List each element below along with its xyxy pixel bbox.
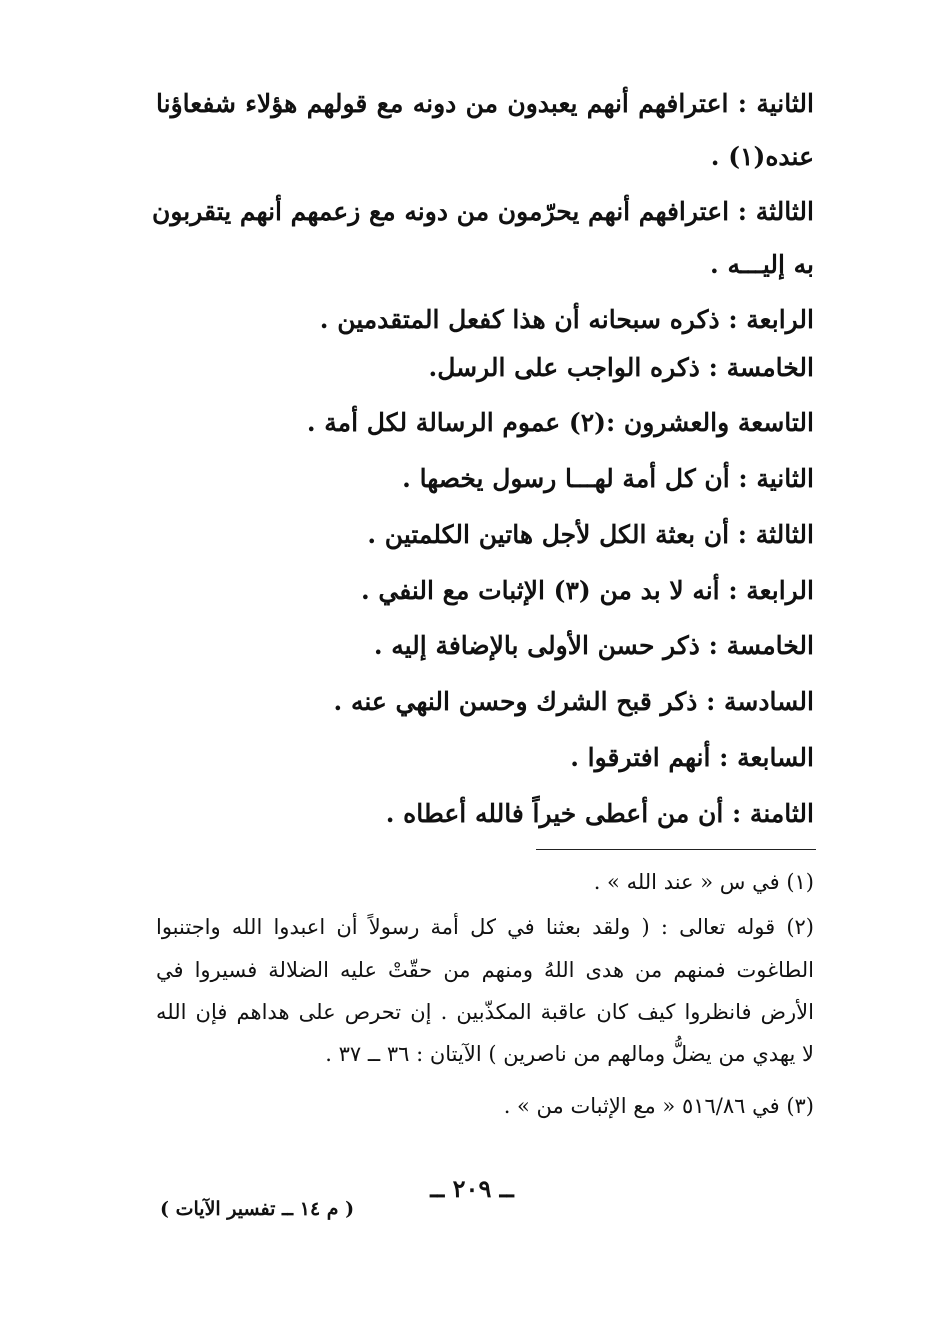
footnote-1: (١) في س « عند الله » . [593, 870, 814, 894]
footnote-3: (٣) في ٥١٦/٨٦ « مع الإثبات من » . [503, 1094, 814, 1118]
paragraph-2-line-2: به إليـــه . [710, 250, 814, 279]
footnote-2-line: الأرض فانظروا كيف كان عاقبة المكذّبين . إن تحرص على هداهم فإن الله [156, 1000, 814, 1024]
list-item: الثامنة : أن من أعطى خيراً فالله أعطاه . [385, 799, 814, 828]
list-item: السادسة : ذكر قبح الشرك وحسن النهي عنه . [333, 687, 814, 716]
footnote-divider [536, 849, 816, 850]
list-item: الخامسة : ذكره الواجب على الرسل. [428, 353, 814, 382]
paragraph-2-line-1: الثالثة : اعترافهم أنهم يحرّمون من دونه مع زعمهم أنهم يتقربون [152, 197, 814, 226]
footnote-2-line: الطاغوت فمنهم من هدى اللهُ ومنهم من حقّتْ عليه الضلالة فسيروا في [156, 958, 814, 982]
list-item: الثانية : أن كل أمة لهـــا رسول يخصها . [402, 464, 814, 493]
list-item: الثالثة : أن بعثة الكل لأجل هاتين الكلمتين . [367, 520, 814, 549]
list-item: التاسعة والعشرون :(٢) عموم الرسالة لكل أمة . [306, 408, 814, 437]
page-number: ــ ٢٠٩ ــ [430, 1174, 514, 1203]
footnote-2-line: لا يهدي من يضلُّ ومالهم من ناصرين ) الآيتان : ٣٦ ــ ٣٧ . [325, 1042, 814, 1066]
list-item: الخامسة : ذكر حسن الأولى بالإضافة إليه . [373, 631, 814, 660]
list-item: الرابعة : أنه لا بد من (٣) الإثبات مع النفي . [360, 576, 814, 605]
paragraph-1-line-2: عنده(١) . [710, 142, 814, 171]
list-item: السابعة : أنهم افترقوا . [570, 743, 814, 772]
list-item: الرابعة : ذكره سبحانه أن هذا كفعل المتقدمين . [319, 305, 814, 334]
footnote-2-line: (٢) قوله تعالى : ( ولقد بعثنا في كل أمة رسولاً أن اعبدوا الله واجتنبوا [156, 915, 814, 939]
book-reference: ( م ١٤ ــ تفسير الآيات ) [160, 1198, 355, 1220]
paragraph-1-line-1: الثانية : اعترافهم أنهم يعبدون من دونه مع قولهم هؤلاء شفعاؤنا [156, 89, 814, 118]
